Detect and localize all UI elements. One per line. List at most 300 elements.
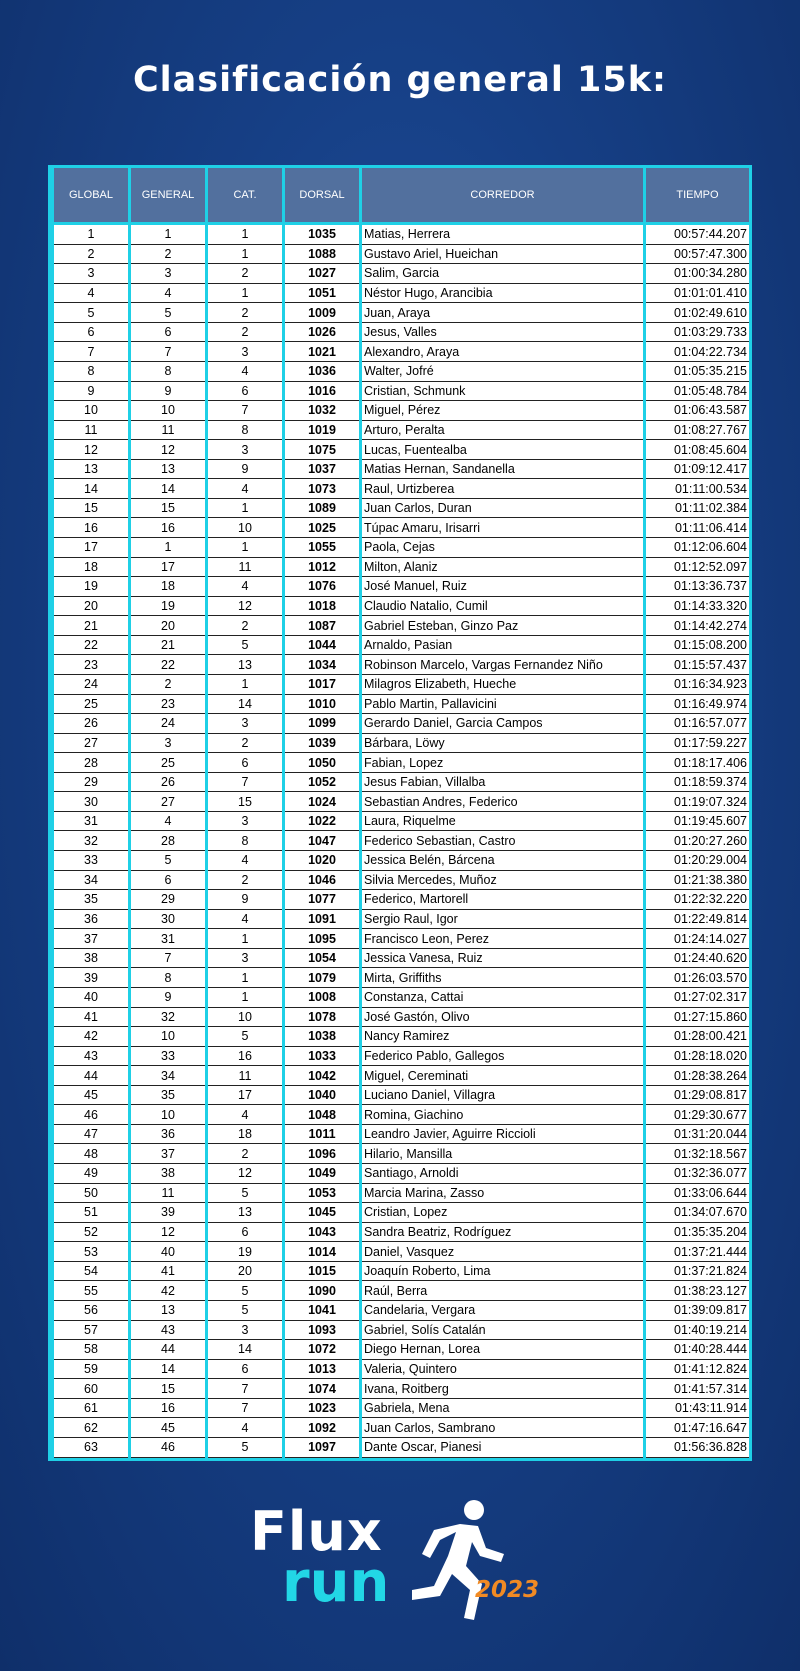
cell-general: 44 xyxy=(130,1340,207,1360)
cell-time: 01:20:29.004 xyxy=(645,851,751,871)
cell-time: 01:11:06.414 xyxy=(645,518,751,538)
cell-global: 43 xyxy=(53,1046,130,1066)
cell-cat: 7 xyxy=(207,772,284,792)
cell-global: 29 xyxy=(53,772,130,792)
logo-run-text: run xyxy=(282,1550,390,1615)
cell-dorsal: 1089 xyxy=(284,498,361,518)
cell-time: 01:43:11.914 xyxy=(645,1398,751,1418)
cell-cat: 7 xyxy=(207,1379,284,1399)
cell-global: 39 xyxy=(53,968,130,988)
table-row xyxy=(53,870,751,890)
table-row xyxy=(53,322,751,342)
cell-global: 13 xyxy=(53,459,130,479)
table-row xyxy=(53,401,751,421)
cell-general: 1 xyxy=(130,538,207,558)
cell-general: 7 xyxy=(130,948,207,968)
cell-dorsal: 1036 xyxy=(284,361,361,381)
cell-time: 01:12:52.097 xyxy=(645,557,751,577)
cell-global: 38 xyxy=(53,948,130,968)
cell-dorsal: 1021 xyxy=(284,342,361,362)
cell-general: 45 xyxy=(130,1418,207,1438)
cell-cat: 2 xyxy=(207,303,284,323)
cell-dorsal: 1041 xyxy=(284,1300,361,1320)
table-row xyxy=(53,303,751,323)
cell-time: 01:37:21.444 xyxy=(645,1242,751,1262)
column-header-dorsal[interactable]: DORSAL xyxy=(284,168,361,224)
cell-dorsal: 1017 xyxy=(284,674,361,694)
cell-cat: 5 xyxy=(207,1300,284,1320)
cell-time: 01:09:12.417 xyxy=(645,459,751,479)
cell-general: 22 xyxy=(130,655,207,675)
table-row xyxy=(53,1144,751,1164)
cell-dorsal: 1039 xyxy=(284,733,361,753)
cell-general: 23 xyxy=(130,694,207,714)
cell-cat: 9 xyxy=(207,890,284,910)
cell-name: Lucas, Fuentealba xyxy=(361,440,645,460)
cell-name: Miguel, Cereminati xyxy=(361,1066,645,1086)
cell-cat: 1 xyxy=(207,987,284,1007)
cell-name: Juan Carlos, Duran xyxy=(361,498,645,518)
cell-cat: 5 xyxy=(207,1183,284,1203)
cell-general: 33 xyxy=(130,1046,207,1066)
cell-name: Federico Sebastian, Castro xyxy=(361,831,645,851)
cell-time: 01:47:16.647 xyxy=(645,1418,751,1438)
table-row xyxy=(53,1340,751,1360)
cell-global: 2 xyxy=(53,244,130,264)
table-row xyxy=(53,1242,751,1262)
cell-general: 11 xyxy=(130,1183,207,1203)
cell-cat: 3 xyxy=(207,440,284,460)
cell-name: Jesus, Valles xyxy=(361,322,645,342)
cell-name: Matias Hernan, Sandanella xyxy=(361,459,645,479)
cell-global: 53 xyxy=(53,1242,130,1262)
cell-time: 01:14:42.274 xyxy=(645,616,751,636)
cell-name: Juan, Araya xyxy=(361,303,645,323)
cell-global: 9 xyxy=(53,381,130,401)
cell-time: 01:28:18.020 xyxy=(645,1046,751,1066)
cell-cat: 14 xyxy=(207,1340,284,1360)
cell-time: 01:35:35.204 xyxy=(645,1222,751,1242)
column-header-category[interactable]: CAT. xyxy=(207,168,284,224)
cell-time: 01:28:00.421 xyxy=(645,1027,751,1047)
cell-general: 20 xyxy=(130,616,207,636)
cell-global: 55 xyxy=(53,1281,130,1301)
cell-general: 28 xyxy=(130,831,207,851)
cell-name: Alexandro, Araya xyxy=(361,342,645,362)
cell-name: Nancy Ramirez xyxy=(361,1027,645,1047)
cell-general: 11 xyxy=(130,420,207,440)
cell-name: Gabriela, Mena xyxy=(361,1398,645,1418)
column-header-global[interactable]: GLOBAL xyxy=(53,168,130,224)
cell-time: 01:15:08.200 xyxy=(645,635,751,655)
table-row xyxy=(53,459,751,479)
cell-cat: 19 xyxy=(207,1242,284,1262)
logo-year: 2023 xyxy=(475,1577,540,1603)
cell-cat: 12 xyxy=(207,1164,284,1184)
cell-name: Salim, Garcia xyxy=(361,264,645,284)
cell-name: Romina, Giachino xyxy=(361,1105,645,1125)
cell-name: Gabriel Esteban, Ginzo Paz xyxy=(361,616,645,636)
cell-global: 49 xyxy=(53,1164,130,1184)
cell-cat: 6 xyxy=(207,1222,284,1242)
cell-global: 7 xyxy=(53,342,130,362)
table-row xyxy=(53,1183,751,1203)
cell-time: 01:15:57.437 xyxy=(645,655,751,675)
cell-global: 4 xyxy=(53,283,130,303)
cell-time: 00:57:47.300 xyxy=(645,244,751,264)
cell-dorsal: 1040 xyxy=(284,1085,361,1105)
results-table-frame xyxy=(48,165,752,1461)
cell-name: Matias, Herrera xyxy=(361,224,645,245)
cell-general: 16 xyxy=(130,518,207,538)
cell-cat: 8 xyxy=(207,420,284,440)
cell-general: 19 xyxy=(130,596,207,616)
cell-cat: 5 xyxy=(207,1437,284,1457)
table-row xyxy=(53,538,751,558)
cell-time: 01:27:15.860 xyxy=(645,1007,751,1027)
cell-global: 46 xyxy=(53,1105,130,1125)
table-row xyxy=(53,674,751,694)
cell-name: Gabriel, Solís Catalán xyxy=(361,1320,645,1340)
cell-global: 57 xyxy=(53,1320,130,1340)
cell-cat: 7 xyxy=(207,401,284,421)
cell-time: 01:24:40.620 xyxy=(645,948,751,968)
cell-name: Cristian, Schmunk xyxy=(361,381,645,401)
cell-cat: 1 xyxy=(207,224,284,245)
cell-global: 45 xyxy=(53,1085,130,1105)
cell-cat: 4 xyxy=(207,909,284,929)
cell-time: 01:02:49.610 xyxy=(645,303,751,323)
cell-dorsal: 1008 xyxy=(284,987,361,1007)
cell-name: Gustavo Ariel, Hueichan xyxy=(361,244,645,264)
cell-name: Santiago, Arnoldi xyxy=(361,1164,645,1184)
cell-general: 46 xyxy=(130,1437,207,1457)
cell-time: 01:19:07.324 xyxy=(645,792,751,812)
table-row xyxy=(53,1203,751,1223)
cell-global: 15 xyxy=(53,498,130,518)
cell-dorsal: 1050 xyxy=(284,753,361,773)
table-row xyxy=(53,1105,751,1125)
cell-general: 15 xyxy=(130,1379,207,1399)
cell-time: 01:28:38.264 xyxy=(645,1066,751,1086)
table-row xyxy=(53,811,751,831)
cell-name: Sebastian Andres, Federico xyxy=(361,792,645,812)
cell-dorsal: 1047 xyxy=(284,831,361,851)
table-row xyxy=(53,557,751,577)
cell-global: 59 xyxy=(53,1359,130,1379)
table-row xyxy=(53,342,751,362)
cell-general: 26 xyxy=(130,772,207,792)
cell-name: Ivana, Roitberg xyxy=(361,1379,645,1399)
page-title: Clasificación general 15k: xyxy=(132,60,668,100)
cell-dorsal: 1010 xyxy=(284,694,361,714)
cell-time: 01:03:29.733 xyxy=(645,322,751,342)
cell-general: 8 xyxy=(130,361,207,381)
cell-dorsal: 1090 xyxy=(284,1281,361,1301)
cell-cat: 2 xyxy=(207,1144,284,1164)
cell-general: 27 xyxy=(130,792,207,812)
cell-time: 01:21:38.380 xyxy=(645,870,751,890)
cell-time: 01:41:57.314 xyxy=(645,1379,751,1399)
table-row xyxy=(53,1066,751,1086)
cell-name: Sergio Raul, Igor xyxy=(361,909,645,929)
cell-name: Jessica Belén, Bárcena xyxy=(361,851,645,871)
cell-general: 5 xyxy=(130,851,207,871)
cell-dorsal: 1096 xyxy=(284,1144,361,1164)
cell-general: 16 xyxy=(130,1398,207,1418)
cell-time: 01:05:48.784 xyxy=(645,381,751,401)
cell-dorsal: 1015 xyxy=(284,1261,361,1281)
cell-time: 01:26:03.570 xyxy=(645,968,751,988)
cell-time: 01:29:30.677 xyxy=(645,1105,751,1125)
cell-general: 2 xyxy=(130,674,207,694)
table-row xyxy=(53,244,751,264)
cell-general: 38 xyxy=(130,1164,207,1184)
cell-name: Laura, Riquelme xyxy=(361,811,645,831)
cell-time: 01:38:23.127 xyxy=(645,1281,751,1301)
cell-general: 9 xyxy=(130,381,207,401)
cell-cat: 14 xyxy=(207,694,284,714)
cell-global: 31 xyxy=(53,811,130,831)
table-row xyxy=(53,596,751,616)
cell-name: Mirta, Griffiths xyxy=(361,968,645,988)
table-header-row xyxy=(53,168,751,224)
cell-time: 01:05:35.215 xyxy=(645,361,751,381)
cell-general: 30 xyxy=(130,909,207,929)
cell-name: Joaquín Roberto, Lima xyxy=(361,1261,645,1281)
cell-global: 22 xyxy=(53,635,130,655)
cell-time: 01:01:01.410 xyxy=(645,283,751,303)
cell-general: 25 xyxy=(130,753,207,773)
cell-general: 13 xyxy=(130,459,207,479)
table-row xyxy=(53,655,751,675)
table-row xyxy=(53,792,751,812)
cell-cat: 11 xyxy=(207,557,284,577)
cell-global: 34 xyxy=(53,870,130,890)
table-row xyxy=(53,1359,751,1379)
cell-cat: 1 xyxy=(207,538,284,558)
cell-global: 17 xyxy=(53,538,130,558)
table-row xyxy=(53,264,751,284)
cell-time: 01:16:34.923 xyxy=(645,674,751,694)
cell-cat: 6 xyxy=(207,753,284,773)
column-header-runner[interactable]: CORREDOR xyxy=(361,168,645,224)
cell-time: 01:32:36.077 xyxy=(645,1164,751,1184)
table-row xyxy=(53,772,751,792)
cell-general: 18 xyxy=(130,577,207,597)
cell-global: 60 xyxy=(53,1379,130,1399)
cell-cat: 4 xyxy=(207,479,284,499)
cell-cat: 1 xyxy=(207,968,284,988)
cell-time: 01:16:49.974 xyxy=(645,694,751,714)
cell-time: 01:11:00.534 xyxy=(645,479,751,499)
cell-general: 12 xyxy=(130,1222,207,1242)
cell-general: 6 xyxy=(130,322,207,342)
table-row xyxy=(53,1418,751,1438)
cell-name: Leandro Javier, Aguirre Riccioli xyxy=(361,1124,645,1144)
table-row xyxy=(53,968,751,988)
cell-name: Daniel, Vasquez xyxy=(361,1242,645,1262)
cell-dorsal: 1011 xyxy=(284,1124,361,1144)
cell-global: 42 xyxy=(53,1027,130,1047)
cell-global: 11 xyxy=(53,420,130,440)
cell-time: 01:40:19.214 xyxy=(645,1320,751,1340)
cell-dorsal: 1044 xyxy=(284,635,361,655)
cell-cat: 11 xyxy=(207,1066,284,1086)
table-row xyxy=(53,1085,751,1105)
cell-name: Walter, Jofré xyxy=(361,361,645,381)
cell-global: 12 xyxy=(53,440,130,460)
cell-cat: 12 xyxy=(207,596,284,616)
table-row xyxy=(53,1222,751,1242)
cell-general: 32 xyxy=(130,1007,207,1027)
cell-dorsal: 1018 xyxy=(284,596,361,616)
cell-name: Arnaldo, Pasian xyxy=(361,635,645,655)
cell-dorsal: 1025 xyxy=(284,518,361,538)
cell-time: 01:17:59.227 xyxy=(645,733,751,753)
table-row xyxy=(53,440,751,460)
cell-dorsal: 1051 xyxy=(284,283,361,303)
table-row xyxy=(53,518,751,538)
cell-global: 21 xyxy=(53,616,130,636)
cell-global: 26 xyxy=(53,714,130,734)
cell-global: 62 xyxy=(53,1418,130,1438)
table-row xyxy=(53,851,751,871)
cell-dorsal: 1022 xyxy=(284,811,361,831)
table-row xyxy=(53,381,751,401)
cell-global: 18 xyxy=(53,557,130,577)
cell-cat: 13 xyxy=(207,1203,284,1223)
cell-name: Miguel, Pérez xyxy=(361,401,645,421)
cell-cat: 3 xyxy=(207,342,284,362)
cell-time: 01:12:06.604 xyxy=(645,538,751,558)
cell-cat: 2 xyxy=(207,322,284,342)
cell-dorsal: 1074 xyxy=(284,1379,361,1399)
table-row xyxy=(53,479,751,499)
cell-dorsal: 1009 xyxy=(284,303,361,323)
cell-name: Raul, Urtizberea xyxy=(361,479,645,499)
cell-general: 3 xyxy=(130,264,207,284)
cell-cat: 4 xyxy=(207,577,284,597)
column-header-time[interactable]: TIEMPO xyxy=(645,168,751,224)
cell-dorsal: 1092 xyxy=(284,1418,361,1438)
cell-general: 4 xyxy=(130,283,207,303)
cell-general: 8 xyxy=(130,968,207,988)
cell-global: 44 xyxy=(53,1066,130,1086)
cell-general: 31 xyxy=(130,929,207,949)
cell-global: 3 xyxy=(53,264,130,284)
cell-general: 40 xyxy=(130,1242,207,1262)
table-row xyxy=(53,498,751,518)
cell-dorsal: 1023 xyxy=(284,1398,361,1418)
cell-global: 56 xyxy=(53,1300,130,1320)
cell-general: 14 xyxy=(130,479,207,499)
cell-name: Diego Hernan, Lorea xyxy=(361,1340,645,1360)
cell-time: 01:22:49.814 xyxy=(645,909,751,929)
cell-dorsal: 1035 xyxy=(284,224,361,245)
table-row xyxy=(53,1320,751,1340)
cell-dorsal: 1049 xyxy=(284,1164,361,1184)
cell-dorsal: 1072 xyxy=(284,1340,361,1360)
cell-dorsal: 1042 xyxy=(284,1066,361,1086)
cell-cat: 13 xyxy=(207,655,284,675)
cell-name: Gerardo Daniel, Garcia Campos xyxy=(361,714,645,734)
cell-dorsal: 1026 xyxy=(284,322,361,342)
cell-global: 33 xyxy=(53,851,130,871)
cell-general: 1 xyxy=(130,224,207,245)
cell-time: 01:08:27.767 xyxy=(645,420,751,440)
runner-icon xyxy=(390,1496,510,1626)
table-row xyxy=(53,1398,751,1418)
cell-global: 36 xyxy=(53,909,130,929)
cell-general: 34 xyxy=(130,1066,207,1086)
table-row xyxy=(53,890,751,910)
cell-global: 35 xyxy=(53,890,130,910)
cell-global: 25 xyxy=(53,694,130,714)
cell-general: 3 xyxy=(130,733,207,753)
cell-cat: 20 xyxy=(207,1261,284,1281)
cell-cat: 4 xyxy=(207,1418,284,1438)
cell-name: Silvia Mercedes, Muñoz xyxy=(361,870,645,890)
cell-cat: 10 xyxy=(207,518,284,538)
cell-time: 01:31:20.044 xyxy=(645,1124,751,1144)
cell-global: 14 xyxy=(53,479,130,499)
cell-dorsal: 1012 xyxy=(284,557,361,577)
cell-cat: 6 xyxy=(207,1359,284,1379)
cell-global: 16 xyxy=(53,518,130,538)
cell-time: 01:39:09.817 xyxy=(645,1300,751,1320)
cell-cat: 1 xyxy=(207,674,284,694)
cell-dorsal: 1024 xyxy=(284,792,361,812)
cell-time: 01:34:07.670 xyxy=(645,1203,751,1223)
cell-time: 01:22:32.220 xyxy=(645,890,751,910)
cell-global: 51 xyxy=(53,1203,130,1223)
cell-global: 20 xyxy=(53,596,130,616)
cell-dorsal: 1052 xyxy=(284,772,361,792)
table-row xyxy=(53,987,751,1007)
cell-dorsal: 1091 xyxy=(284,909,361,929)
table-row xyxy=(53,714,751,734)
cell-dorsal: 1045 xyxy=(284,1203,361,1223)
cell-name: Claudio Natalio, Cumil xyxy=(361,596,645,616)
cell-name: Robinson Marcelo, Vargas Fernandez Niño xyxy=(361,655,645,675)
cell-cat: 1 xyxy=(207,498,284,518)
cell-general: 42 xyxy=(130,1281,207,1301)
cell-name: Sandra Beatriz, Rodríguez xyxy=(361,1222,645,1242)
cell-dorsal: 1027 xyxy=(284,264,361,284)
table-row xyxy=(53,831,751,851)
cell-cat: 16 xyxy=(207,1046,284,1066)
cell-time: 01:06:43.587 xyxy=(645,401,751,421)
table-row xyxy=(53,616,751,636)
cell-dorsal: 1034 xyxy=(284,655,361,675)
cell-global: 32 xyxy=(53,831,130,851)
cell-name: Jesus Fabian, Villalba xyxy=(361,772,645,792)
cell-time: 01:18:17.406 xyxy=(645,753,751,773)
cell-dorsal: 1013 xyxy=(284,1359,361,1379)
cell-dorsal: 1037 xyxy=(284,459,361,479)
cell-cat: 2 xyxy=(207,870,284,890)
logo-flux-text: Flux xyxy=(250,1500,383,1563)
cell-time: 01:00:34.280 xyxy=(645,264,751,284)
cell-general: 10 xyxy=(130,1027,207,1047)
table-row xyxy=(53,420,751,440)
cell-dorsal: 1093 xyxy=(284,1320,361,1340)
cell-cat: 3 xyxy=(207,811,284,831)
cell-general: 21 xyxy=(130,635,207,655)
cell-cat: 3 xyxy=(207,714,284,734)
column-header-general[interactable]: GENERAL xyxy=(130,168,207,224)
